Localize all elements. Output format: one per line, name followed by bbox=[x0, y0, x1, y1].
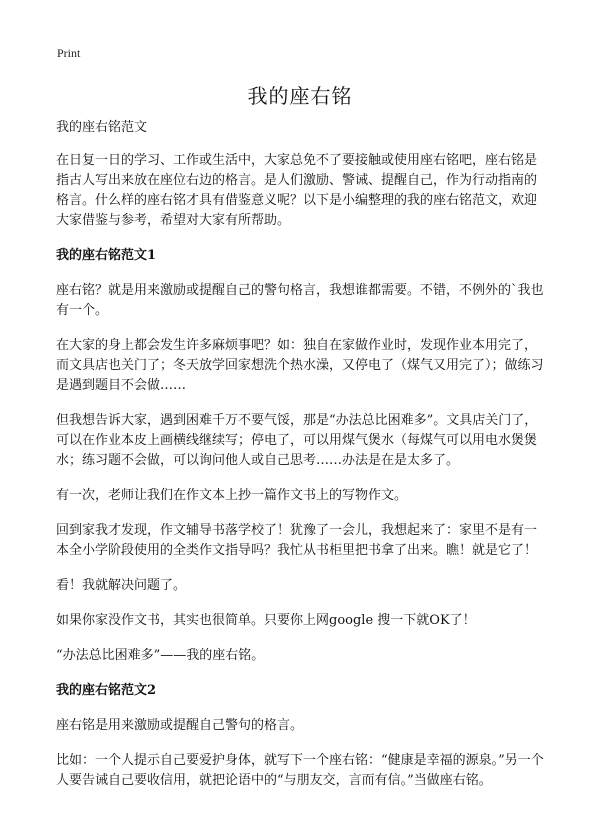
paragraph: 座右铭？就是用来激励或提醒自己的警句格言，我想谁都需要。不错，不例外的`我也有一个。 bbox=[56, 283, 544, 318]
section-heading-2: 我的座右铭范文2 bbox=[56, 683, 157, 698]
intro-paragraph: 在日复一日的学习、工作或生活中，大家总免不了要接触或使用座右铭吧，座右铭是指古人写出来放在座位右边的格言。是人们激励、警诫、提醒自己，作为行动指南的格言。什么样的座右铭才具有借鉴意义呢？以下是小编整理的我的座右铭范文，欢迎大家借鉴与参考，希望对大家有所帮助。 bbox=[56, 153, 538, 228]
article-subtitle: 我的座右铭范文 bbox=[56, 120, 148, 135]
paragraph: 座右铭是用来激励或提醒自己警句的格言。 bbox=[56, 718, 304, 733]
print-link[interactable]: Print bbox=[57, 46, 81, 60]
paragraph: 如果你家没作文书，其实也很简单。只要你上网google 搜一下就OK了！ bbox=[56, 613, 476, 628]
paragraph: 在大家的身上都会发生许多麻烦事吧？如：独自在家做作业时，发现作业本用完了，而文具店也关门了；冬天放学回家想洗个热水澡，又停电了（煤气又用完了）；做练习是遇到题目不会做…… bbox=[56, 338, 544, 393]
paragraph: 看！我就解决问题了。 bbox=[56, 578, 187, 593]
paragraph: 回到家我才发现，作文辅导书落学校了！犹豫了一会儿，我想起来了：家里不是有一本全小学阶段使用的全类作文指导吗？我忙从书柜里把书拿了出来。瞧！就是它了！ bbox=[56, 523, 538, 558]
page-title: 我的座右铭 bbox=[247, 84, 353, 108]
paragraph: “办法总比困难多”——我的座右铭。 bbox=[56, 648, 265, 663]
section-heading-1: 我的座右铭范文1 bbox=[56, 248, 157, 263]
paragraph: 有一次，老师让我们在作文本上抄一篇作文书上的写物作文。 bbox=[56, 488, 408, 503]
paragraph: 但我想告诉大家，遇到困难千万不要气馁，那是“办法总比困难多”。文具店关门了，可以在作业本皮上画横线继续写；停电了，可以用煤气煲水（每煤气可以用电水煲煲水；练习题不会做，可以询问他人或自己思考……办法是在是太多了。 bbox=[56, 413, 538, 468]
article-body bbox=[56, 118, 548, 806]
paragraph: 比如：一个人提示自己要爱护身体，就写下一个座右铭：“健康是幸福的源泉。”另一个人要告诫自己要收信用，就把论语中的“与朋友交，言而有信。”当做座右铭。 bbox=[56, 753, 544, 788]
